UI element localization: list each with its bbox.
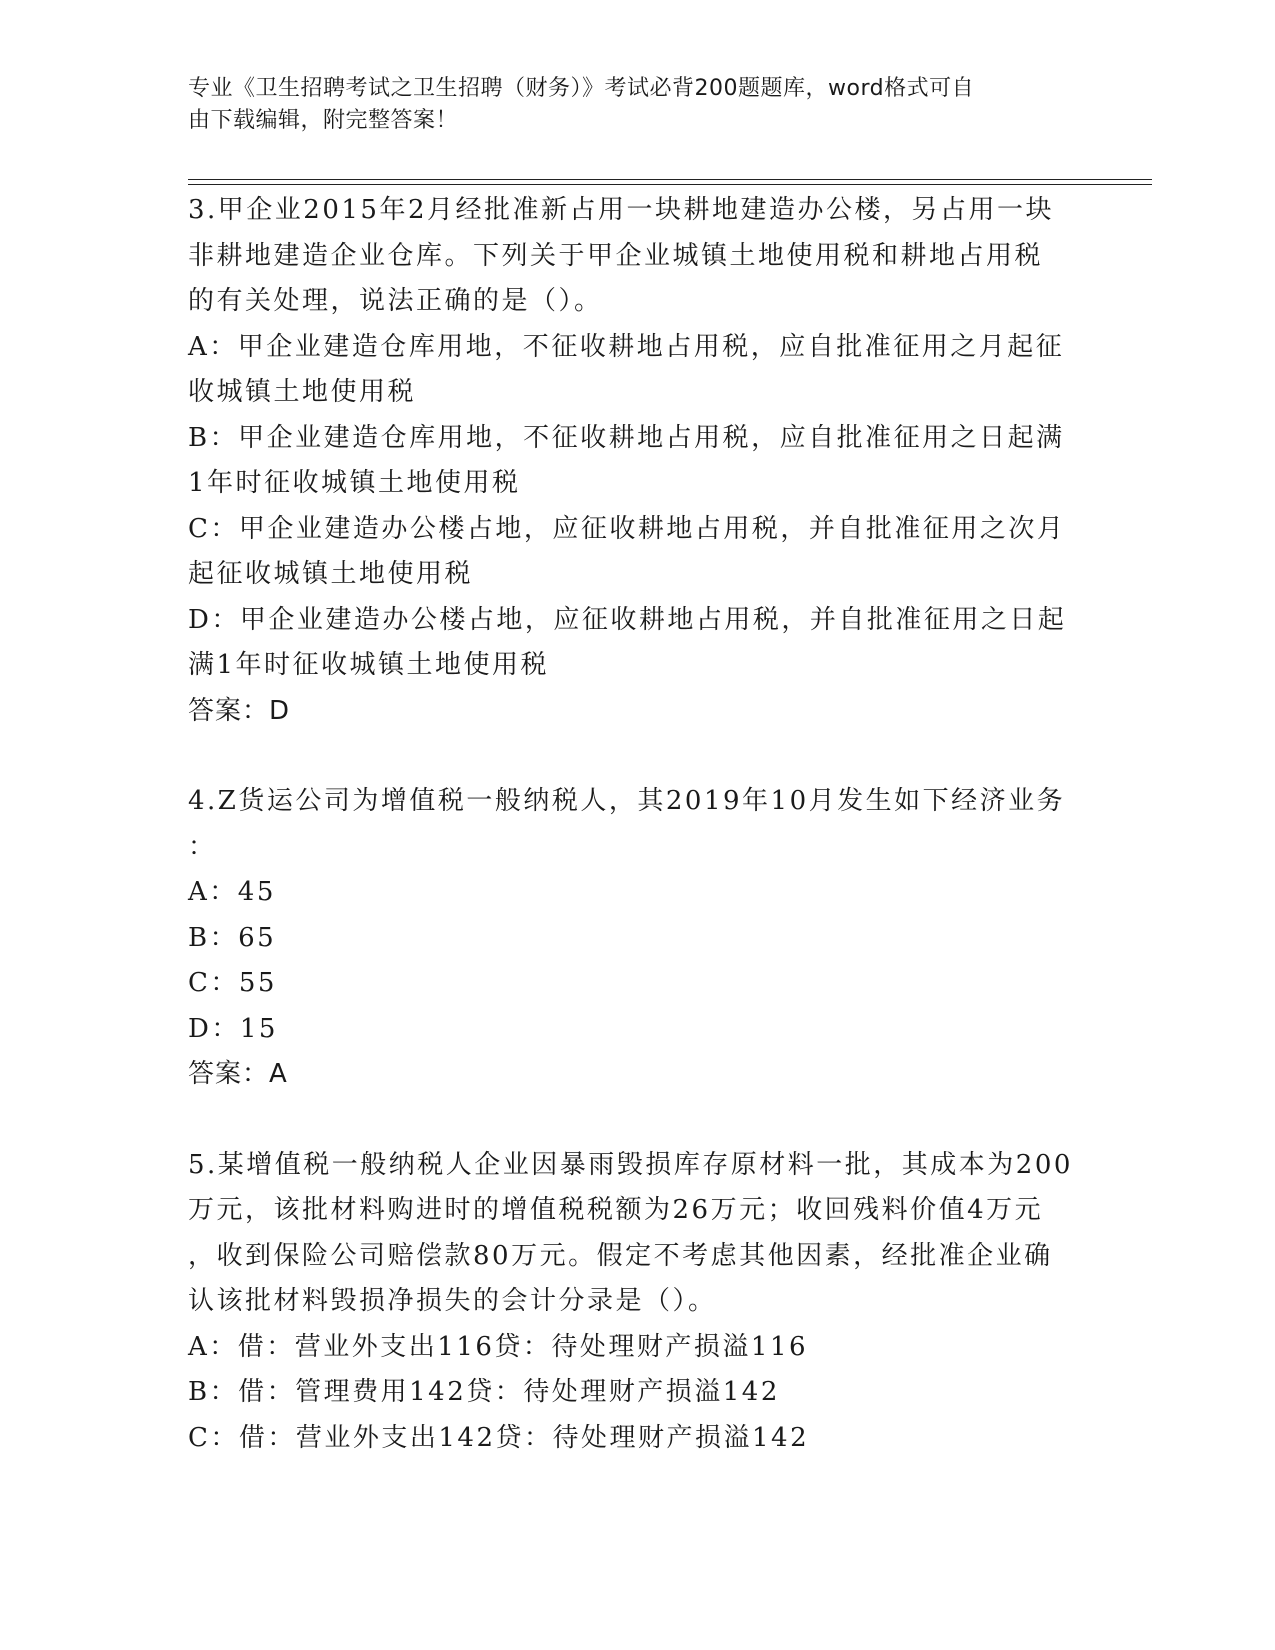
option-line: B：甲企业建造仓库用地，不征收耕地占用税，应自批准征用之日起满 xyxy=(188,422,1065,453)
header-line-1: 专业《卫生招聘考试之卫生招聘（财务）》考试必背200题题库，word格式可自 xyxy=(188,76,975,101)
option-line: 起征收城镇土地使用税 xyxy=(188,559,474,589)
option-line: B：借：管理费用142贷：待处理财产损溢142 xyxy=(188,1377,780,1407)
header-divider-top xyxy=(188,179,1152,180)
option-line: 收城镇土地使用税 xyxy=(188,377,417,407)
option-line: C：甲企业建造办公楼占地，应征收耕地占用税，并自批准征用之次月 xyxy=(188,513,1066,544)
option-line: D：15 xyxy=(188,1013,278,1044)
option-line: 1年时征收城镇土地使用税 xyxy=(188,468,521,498)
question-stem-line: 非耕地建造企业仓库。下列关于甲企业城镇土地使用税和耕地占用税 xyxy=(188,240,1044,271)
option-line: C：55 xyxy=(188,968,277,998)
option-line: B：65 xyxy=(188,922,277,953)
answer-3: 答案：D xyxy=(188,695,291,726)
question-stem-line: 万元，该批材料购进时的增值税税额为26万元；收回残料价值4万元 xyxy=(188,1195,1044,1225)
spacer xyxy=(188,734,1088,779)
spacer xyxy=(188,1098,1088,1143)
option-line: D：甲企业建造办公楼占地，应征收耕地占用税，并自批准征用之日起 xyxy=(188,604,1067,635)
question-stem-line: 认该批材料毁损净损失的会计分录是（）。 xyxy=(188,1286,717,1316)
question-stem-line: 的有关处理，说法正确的是（）。 xyxy=(188,286,603,316)
header-line-2: 由下载编辑，附完整答案！ xyxy=(188,108,459,133)
option-line: 满1年时征收城镇土地使用税 xyxy=(188,650,550,680)
answer-4: 答案：A xyxy=(188,1059,288,1089)
option-line: C：借：营业外支出142贷：待处理财产损溢142 xyxy=(188,1422,810,1453)
option-line: A：甲企业建造仓库用地，不征收耕地占用税，应自批准征用之月起征 xyxy=(188,331,1065,362)
document-header xyxy=(188,73,1068,137)
header-divider-bottom xyxy=(188,184,1152,185)
question-list xyxy=(188,188,1088,1461)
question-4 xyxy=(188,779,1088,1052)
question-stem-line: ，收到保险公司赔偿款80万元。假定不考虑其他因素，经批准企业确 xyxy=(188,1240,1053,1271)
option-line: A：借：营业外支出116贷：待处理财产损溢116 xyxy=(188,1331,809,1362)
question-stem-line: 3.甲企业2015年2月经批准新占用一块耕地建造办公楼，另占用一块 xyxy=(188,195,1055,225)
question-stem-line: 4.Z货运公司为增值税一般纳税人，其2019年10月发生如下经济业务 xyxy=(188,786,1066,816)
question-stem-line: 5.某增值税一般纳税人企业因暴雨毁损库存原材料一批，其成本为200 xyxy=(188,1149,1073,1180)
question-stem-line: ： xyxy=(188,831,217,862)
question-5 xyxy=(188,1143,1088,1462)
option-line: A：45 xyxy=(188,877,276,907)
question-3 xyxy=(188,188,1088,689)
